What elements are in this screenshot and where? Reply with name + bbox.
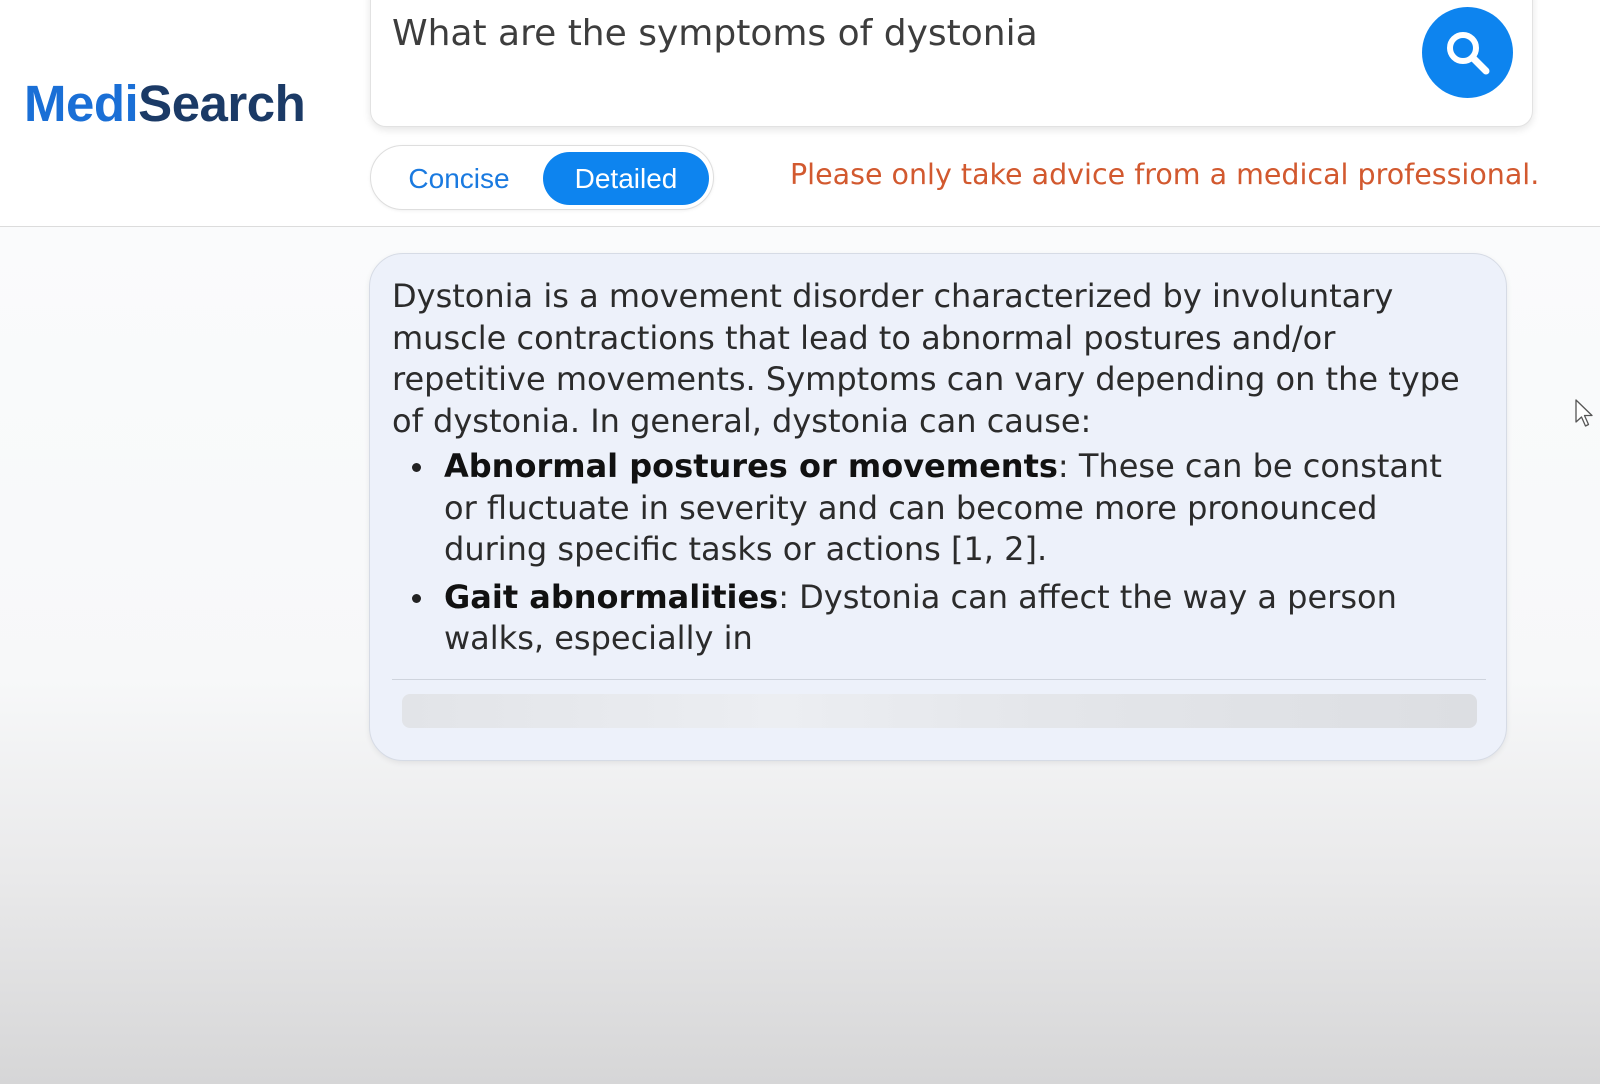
search-button[interactable] <box>1422 7 1513 98</box>
header <box>0 0 1600 227</box>
loading-placeholder <box>402 694 1477 728</box>
concise-option[interactable]: Concise <box>408 163 510 194</box>
list-item <box>392 446 1482 571</box>
logo-search: Search <box>138 75 306 132</box>
detailed-option[interactable]: Detailed <box>543 152 709 205</box>
bullet-term: Abnormal postures or movements <box>444 447 1058 485</box>
search-icon <box>1442 27 1494 79</box>
bullet-term: Gait abnormalities <box>444 577 779 616</box>
symptom-list <box>392 446 1482 660</box>
card-divider <box>392 679 1486 680</box>
search-box <box>370 0 1533 127</box>
mouse-cursor-icon <box>1574 398 1596 428</box>
bullet-text: : Dystonia can affect the way a person walks, especially in <box>444 577 1397 657</box>
logo-medi: Medi <box>24 75 139 132</box>
list-item <box>392 577 1482 660</box>
bullet-text: : These can be constant or fluctuate in severity and can become more pronounced during specific tasks or actions [1, 2]. <box>444 447 1442 568</box>
medisearch-logo[interactable] <box>24 74 305 134</box>
search-input[interactable] <box>392 11 1372 55</box>
medical-disclaimer: Please only take advice from a medical professional. <box>790 158 1540 191</box>
answer-card <box>369 253 1507 761</box>
answer-intro: Dystonia is a movement disorder characterized by involuntary muscle contractions that lead to abnormal postures and/or repetitive movements. Symptoms can vary depending on the type of dystonia. In general, dystonia can cause: <box>392 277 1460 440</box>
answer-body <box>392 276 1482 666</box>
bullet-dot-icon <box>412 594 421 603</box>
bullet-dot-icon <box>412 463 421 472</box>
answer-mode-toggle <box>370 145 714 210</box>
